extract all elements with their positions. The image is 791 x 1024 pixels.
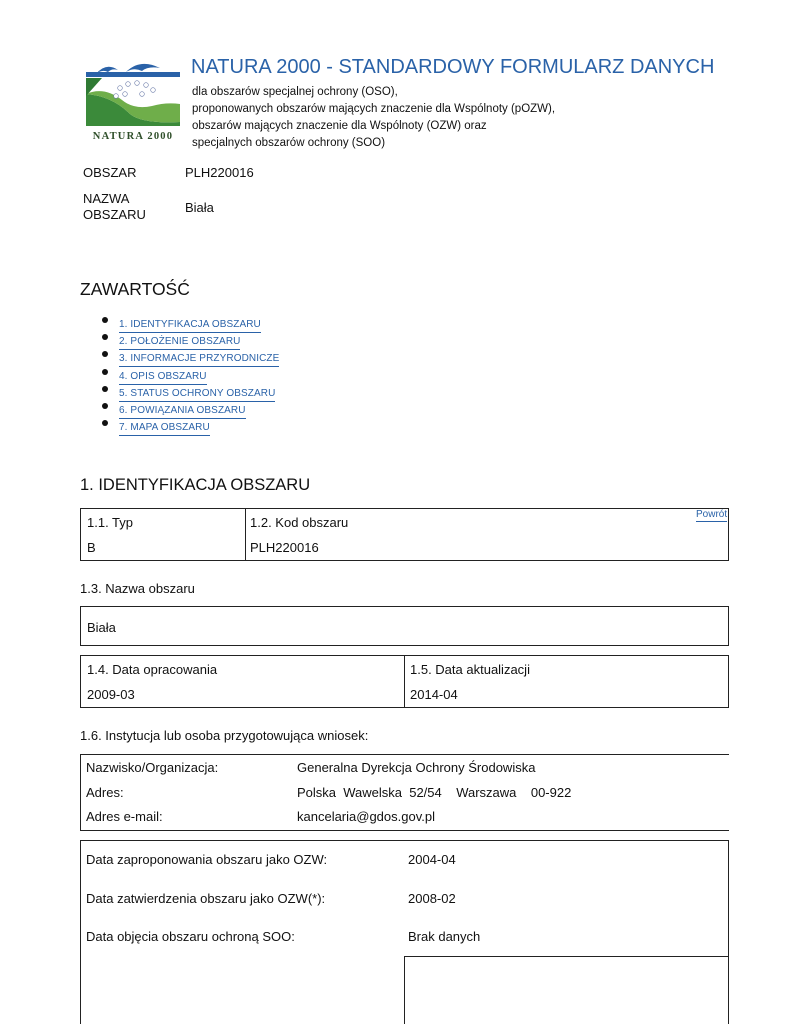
email-value: kancelaria@gdos.gov.pl xyxy=(297,809,435,824)
back-link[interactable]: Powrót xyxy=(696,509,728,520)
bullet-icon xyxy=(102,369,108,375)
ozw-proposal-label: Data zaproponowania obszaru jako OZW: xyxy=(86,852,328,867)
contents-item xyxy=(102,331,279,348)
typ-label: 1.1. Typ xyxy=(87,515,134,530)
contents-heading: ZAWARTOŚĆ xyxy=(80,279,190,299)
section-1-heading: 1. IDENTYFIKACJA OBSZARU xyxy=(80,476,311,494)
logo-text: NATURA 2000 xyxy=(92,131,174,142)
kod-label: 1.2. Kod obszaru xyxy=(250,515,349,530)
nazwisko-label: Nazwisko/Organizacja: xyxy=(86,760,219,775)
data-opracowania-label: 1.4. Data opracowania xyxy=(87,662,218,677)
ozw-dates-table xyxy=(80,840,729,1024)
contents-link-2[interactable]: 2. POŁOŻENIE OBSZARU xyxy=(119,335,240,350)
subtitle-line-3: obszarów mających znaczenie dla Wspólnoty (OZW) oraz xyxy=(192,120,487,132)
subtitle-line-1: dla obszarów specjalnej ochrony (OSO), xyxy=(192,86,398,98)
contents-item xyxy=(102,417,279,434)
nazwa-obszaru-box xyxy=(80,606,729,646)
nazwa-label-line-1: NAZWA xyxy=(83,191,130,206)
contents-list xyxy=(102,314,279,434)
contents-link-7[interactable]: 7. MAPA OBSZARU xyxy=(119,421,210,436)
contents-link-1[interactable]: 1. IDENTYFIKACJA OBSZARU xyxy=(119,318,261,333)
contents-item xyxy=(102,348,279,365)
nazwisko-value: Generalna Dyrekcja Ochrony Środowiska xyxy=(297,760,536,775)
contents-link-5[interactable]: 5. STATUS OCHRONY OBSZARU xyxy=(119,387,275,402)
data-aktualizacji-value: 2014-04 xyxy=(410,687,458,702)
natura-2000-logo xyxy=(82,56,184,142)
bullet-icon xyxy=(102,403,108,409)
adres-value: Polska Wawelska 52/54 Warszawa 00-922 xyxy=(297,785,572,800)
dates-table xyxy=(80,655,729,708)
nazwa-obszaru-label: 1.3. Nazwa obszaru xyxy=(80,581,195,596)
typ-value: B xyxy=(87,540,96,555)
data-aktualizacji-label: 1.5. Data aktualizacji xyxy=(410,662,530,677)
subtitle-line-2: proponowanych obszarów mających znaczenie dla Wspólnoty (pOZW), xyxy=(192,103,556,115)
bullet-icon xyxy=(102,420,108,426)
instytucja-label: 1.6. Instytucja lub osoba przygotowująca wniosek: xyxy=(80,728,369,743)
adres-label: Adres: xyxy=(86,785,124,800)
ozw-proposal-value: 2004-04 xyxy=(408,852,456,867)
ozw-approval-value: 2008-02 xyxy=(408,891,456,906)
nazwa-label-line-2: OBSZARU xyxy=(83,207,146,222)
ozw-approval-label: Data zatwierdzenia obszaru jako OZW(*): xyxy=(86,891,326,906)
email-label: Adres e-mail: xyxy=(86,809,163,824)
bullet-icon xyxy=(102,334,108,340)
nazwa-obszaru-value: Biała xyxy=(87,620,116,635)
bullet-icon xyxy=(102,386,108,392)
bullet-icon xyxy=(102,351,108,357)
soo-label: Data objęcia obszaru ochroną SOO: xyxy=(86,929,295,944)
kod-value: PLH220016 xyxy=(250,540,319,555)
nazwa-value: Biała xyxy=(185,200,214,215)
contents-link-6[interactable]: 6. POWIĄZANIA OBSZARU xyxy=(119,404,246,419)
contents-item xyxy=(102,366,279,383)
obszar-label: OBSZAR xyxy=(83,165,137,180)
instytucja-table xyxy=(80,754,729,831)
type-code-table xyxy=(80,508,729,561)
obszar-value: PLH220016 xyxy=(185,165,254,180)
page-title: NATURA 2000 - STANDARDOWY FORMULARZ DANYCH xyxy=(191,56,715,78)
data-opracowania-value: 2009-03 xyxy=(87,687,135,702)
contents-link-3[interactable]: 3. INFORMACJE PRZYRODNICZE xyxy=(119,352,279,367)
contents-item xyxy=(102,400,279,417)
subtitle-line-4: specjalnych obszarów ochrony (SOO) xyxy=(192,137,386,149)
contents-item xyxy=(102,314,279,331)
bullet-icon xyxy=(102,317,108,323)
soo-value: Brak danych xyxy=(408,929,481,944)
contents-link-4[interactable]: 4. OPIS OBSZARU xyxy=(119,370,207,385)
contents-item xyxy=(102,383,279,400)
